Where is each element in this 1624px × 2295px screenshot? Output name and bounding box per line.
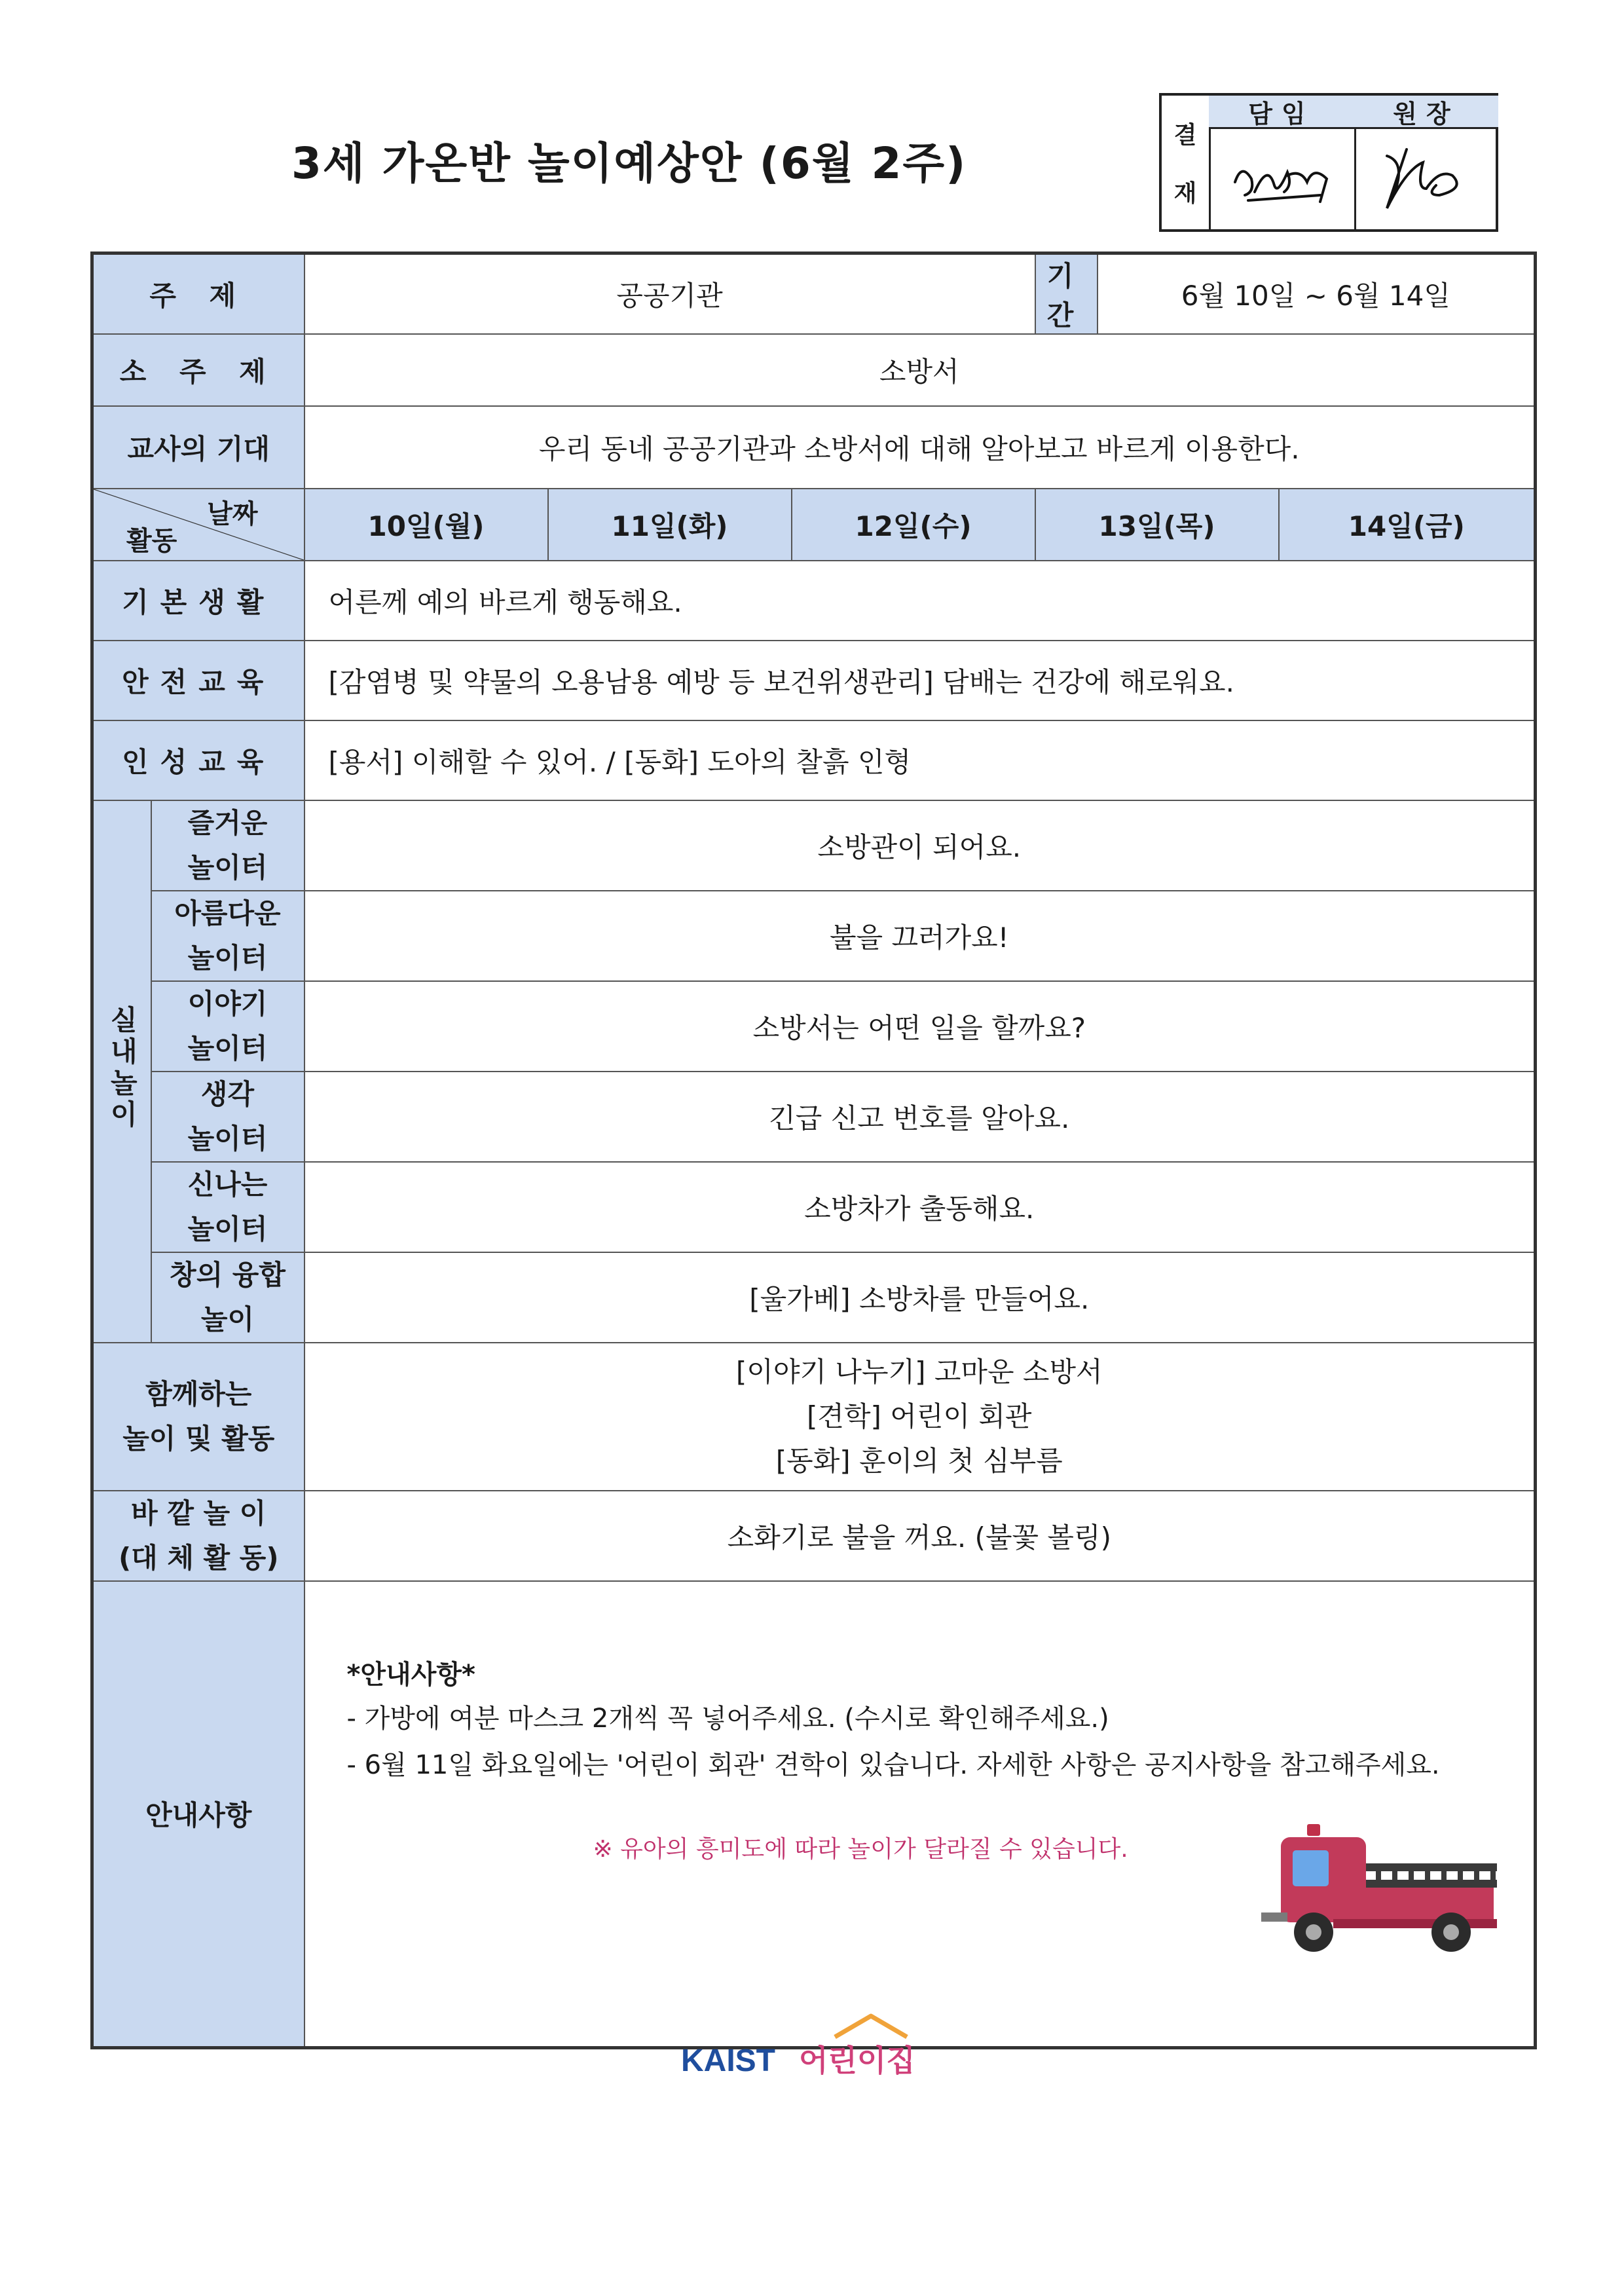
safety-value: [감염병 및 약물의 오용남용 예방 등 보건위생관리] 담배는 건강에 해로워요. bbox=[304, 641, 1536, 720]
indoor-area-line2: 놀이 bbox=[200, 1303, 255, 1335]
outdoor-label bbox=[92, 1491, 304, 1581]
indoor-area-label bbox=[151, 981, 304, 1072]
indoor-area-line1: 즐거운 bbox=[187, 807, 268, 839]
approval-director bbox=[1354, 96, 1498, 229]
together-item: [견학] 어린이 회관 bbox=[807, 1400, 1032, 1432]
logo-kaist: KAIST bbox=[681, 2043, 775, 2078]
notice-label: 안내사항 bbox=[92, 1581, 304, 2047]
basic-value: 어른께 예의 바르게 행동해요. bbox=[304, 561, 1536, 641]
together-item: [동화] 훈이의 첫 심부름 bbox=[775, 1445, 1063, 1477]
safety-label: 안전교육 bbox=[92, 641, 304, 720]
diag-activity-label: 활동 bbox=[126, 526, 177, 556]
indoor-value: 긴급 신고 번호를 알아요. bbox=[304, 1072, 1536, 1162]
day-header: 11일(화) bbox=[548, 489, 792, 561]
kaist-logo bbox=[681, 2011, 943, 2083]
diag-date-label: 날짜 bbox=[207, 499, 258, 529]
indoor-area-line1: 이야기 bbox=[187, 988, 268, 1020]
approval-label-char: 결 bbox=[1173, 122, 1197, 149]
indoor-value: 소방관이 되어요. bbox=[304, 800, 1536, 891]
basic-label: 기본생활 bbox=[92, 561, 304, 641]
indoor-value: 소방서는 어떤 일을 할까요? bbox=[304, 981, 1536, 1072]
signature-teacher bbox=[1209, 130, 1354, 229]
house-roof-icon bbox=[835, 2016, 907, 2037]
indoor-area-line2: 놀이터 bbox=[187, 942, 268, 974]
character-label: 인성교육 bbox=[92, 720, 304, 800]
indoor-area-label bbox=[151, 800, 304, 891]
fire-truck-icon bbox=[1261, 1821, 1510, 1965]
day-header: 10일(월) bbox=[304, 489, 548, 561]
theme-value: 공공기관 bbox=[304, 253, 1035, 335]
indoor-area-line2: 놀이터 bbox=[187, 851, 268, 884]
approval-teacher bbox=[1209, 96, 1356, 229]
period-value: 6월 10일 ~ 6월 14일 bbox=[1098, 253, 1536, 335]
expect-value: 우리 동네 공공기관과 소방서에 대해 알아보고 바르게 이용한다. bbox=[304, 406, 1536, 489]
indoor-label-text: 실내놀이 bbox=[106, 1005, 139, 1131]
notice-warning: ※ 유아의 흥미도에 따라 놀이가 달라질 수 있습니다. bbox=[593, 1836, 1128, 1863]
notice-content bbox=[304, 1581, 1536, 2047]
indoor-value: [울가베] 소방차를 만들어요. bbox=[304, 1252, 1536, 1343]
period-label: 기 간 bbox=[1035, 253, 1098, 335]
logo-kr: 어린이집 bbox=[799, 2043, 915, 2078]
outdoor-label-line2: (대 체 활 동) bbox=[118, 1542, 279, 1574]
together-item: [이야기 나누기] 고마운 소방서 bbox=[735, 1356, 1103, 1388]
notice-head: *안내사항* bbox=[346, 1660, 475, 1690]
outdoor-value: 소화기로 불을 꺼요. (불꽃 볼링) bbox=[304, 1491, 1536, 1581]
notice-line: - 6월 11일 화요일에는 '어린이 회관' 견학이 있습니다. 자세한 사항은 공지사항을 참고해주세요. bbox=[346, 1750, 1440, 1780]
signature-director bbox=[1354, 130, 1498, 229]
day-header: 13일(목) bbox=[1035, 489, 1279, 561]
indoor-area-line1: 창의 융합 bbox=[170, 1259, 286, 1291]
expect-label: 교사의 기대 bbox=[92, 406, 304, 489]
indoor-area-line1: 생각 bbox=[200, 1078, 255, 1110]
together-label-line1: 함께하는 bbox=[145, 1378, 252, 1410]
indoor-area-label bbox=[151, 1252, 304, 1343]
notice-text bbox=[347, 1654, 1515, 1791]
approval-box bbox=[1159, 93, 1498, 232]
indoor-value: 불을 끄러가요! bbox=[304, 891, 1536, 981]
indoor-label bbox=[92, 800, 151, 1343]
day-header: 12일(수) bbox=[792, 489, 1035, 561]
director-label: 원장 bbox=[1354, 96, 1498, 129]
subtheme-value: 소방서 bbox=[304, 334, 1536, 406]
approval-label-char: 재 bbox=[1173, 180, 1197, 207]
subtheme-label: 소 주 제 bbox=[92, 334, 304, 406]
indoor-area-line1: 아름다운 bbox=[174, 897, 281, 929]
day-header: 14일(금) bbox=[1279, 489, 1536, 561]
indoor-area-line2: 놀이터 bbox=[187, 1213, 268, 1245]
approval-label bbox=[1162, 96, 1211, 229]
indoor-area-line2: 놀이터 bbox=[187, 1032, 268, 1064]
teacher-label: 담임 bbox=[1209, 96, 1354, 129]
theme-label: 주 제 bbox=[92, 253, 304, 335]
outdoor-label-line1: 바 깥 놀 이 bbox=[131, 1497, 267, 1529]
indoor-value: 소방차가 출동해요. bbox=[304, 1162, 1536, 1252]
together-label-line2: 놀이 및 활동 bbox=[122, 1423, 275, 1455]
indoor-area-label bbox=[151, 1072, 304, 1162]
notice-line: - 가방에 여분 마스크 2개씩 꼭 넣어주세요. (수시로 확인해주세요.) bbox=[346, 1704, 1109, 1734]
indoor-area-line1: 신나는 bbox=[187, 1168, 268, 1201]
indoor-area-line2: 놀이터 bbox=[187, 1123, 268, 1155]
plan-table bbox=[90, 252, 1537, 2049]
together-values bbox=[304, 1343, 1536, 1491]
page-title: 3세 가온반 놀이예상안 (6월 2주) bbox=[291, 138, 967, 189]
together-label bbox=[92, 1343, 304, 1491]
character-value: [용서] 이해할 수 있어. / [동화] 도아의 찰흙 인형 bbox=[304, 720, 1536, 800]
indoor-area-label bbox=[151, 1162, 304, 1252]
date-activity-header bbox=[92, 489, 304, 561]
indoor-area-label bbox=[151, 891, 304, 981]
